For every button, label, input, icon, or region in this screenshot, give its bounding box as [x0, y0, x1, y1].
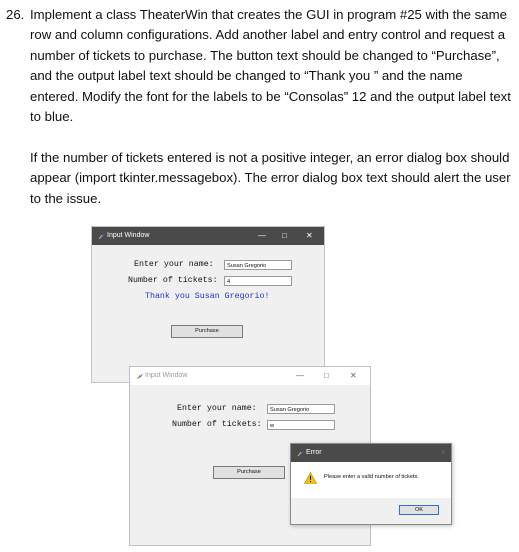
title-bar[interactable] [291, 444, 451, 462]
tickets-label: Number of tickets: [128, 276, 218, 285]
title-bar[interactable] [92, 227, 324, 245]
close-button[interactable]: ✕ [350, 371, 357, 380]
name-entry[interactable]: Susan Gregorio [267, 404, 335, 414]
title-bar[interactable] [130, 367, 370, 385]
minimize-button[interactable]: — [296, 371, 304, 380]
close-button[interactable]: ✕ [306, 231, 313, 240]
maximize-button[interactable]: □ [324, 371, 329, 380]
output-label: Thank you Susan Gregorio! [145, 292, 270, 301]
purchase-button[interactable]: Purchase [171, 325, 243, 338]
tickets-label: Number of tickets: [172, 420, 262, 429]
name-entry[interactable]: Susan Gregorio [224, 260, 292, 270]
dialog-title: Error [306, 449, 322, 456]
close-button[interactable]: ✕ [440, 448, 447, 457]
maximize-button[interactable]: □ [282, 231, 287, 240]
name-label: Enter your name: [177, 404, 257, 413]
minimize-button[interactable]: — [258, 231, 266, 240]
question-paragraph-1 [6, 5, 512, 127]
feather-icon [297, 449, 305, 457]
question-paragraph-2: If the number of tickets entered is not a positive integer, an error dialog box should appear (import tkinter.messagebox). The error dialog box text should alert the user to the issue. [30, 150, 511, 206]
question-text: Implement a class TheaterWin that creates the GUI in program #25 with the same row and column configurations. Add another label and entry control and request a number of tickets to purchase. The button text should be changed to “Purchase”, and the output label text should be changed to “Thank you ” and the name entered. Modify the font for the labels to be “Consolas” 12 and the output label text to blue. [30, 7, 511, 125]
error-message: Please enter a valid number of tickets. [324, 474, 419, 480]
feather-icon [98, 232, 106, 240]
feather-icon [136, 372, 144, 380]
tickets-entry[interactable]: 4 [224, 276, 292, 286]
window-title: Input Window [145, 372, 188, 379]
question-number: 26. [6, 7, 25, 22]
name-label: Enter your name: [134, 260, 214, 269]
purchase-button[interactable]: Purchase [213, 466, 285, 479]
ok-button[interactable]: OK [399, 505, 439, 515]
warning-icon [304, 472, 317, 484]
tickets-entry[interactable]: w [267, 420, 335, 430]
window-title: Input Window [107, 232, 150, 239]
error-dialog [290, 443, 452, 525]
input-window-success [91, 226, 325, 383]
